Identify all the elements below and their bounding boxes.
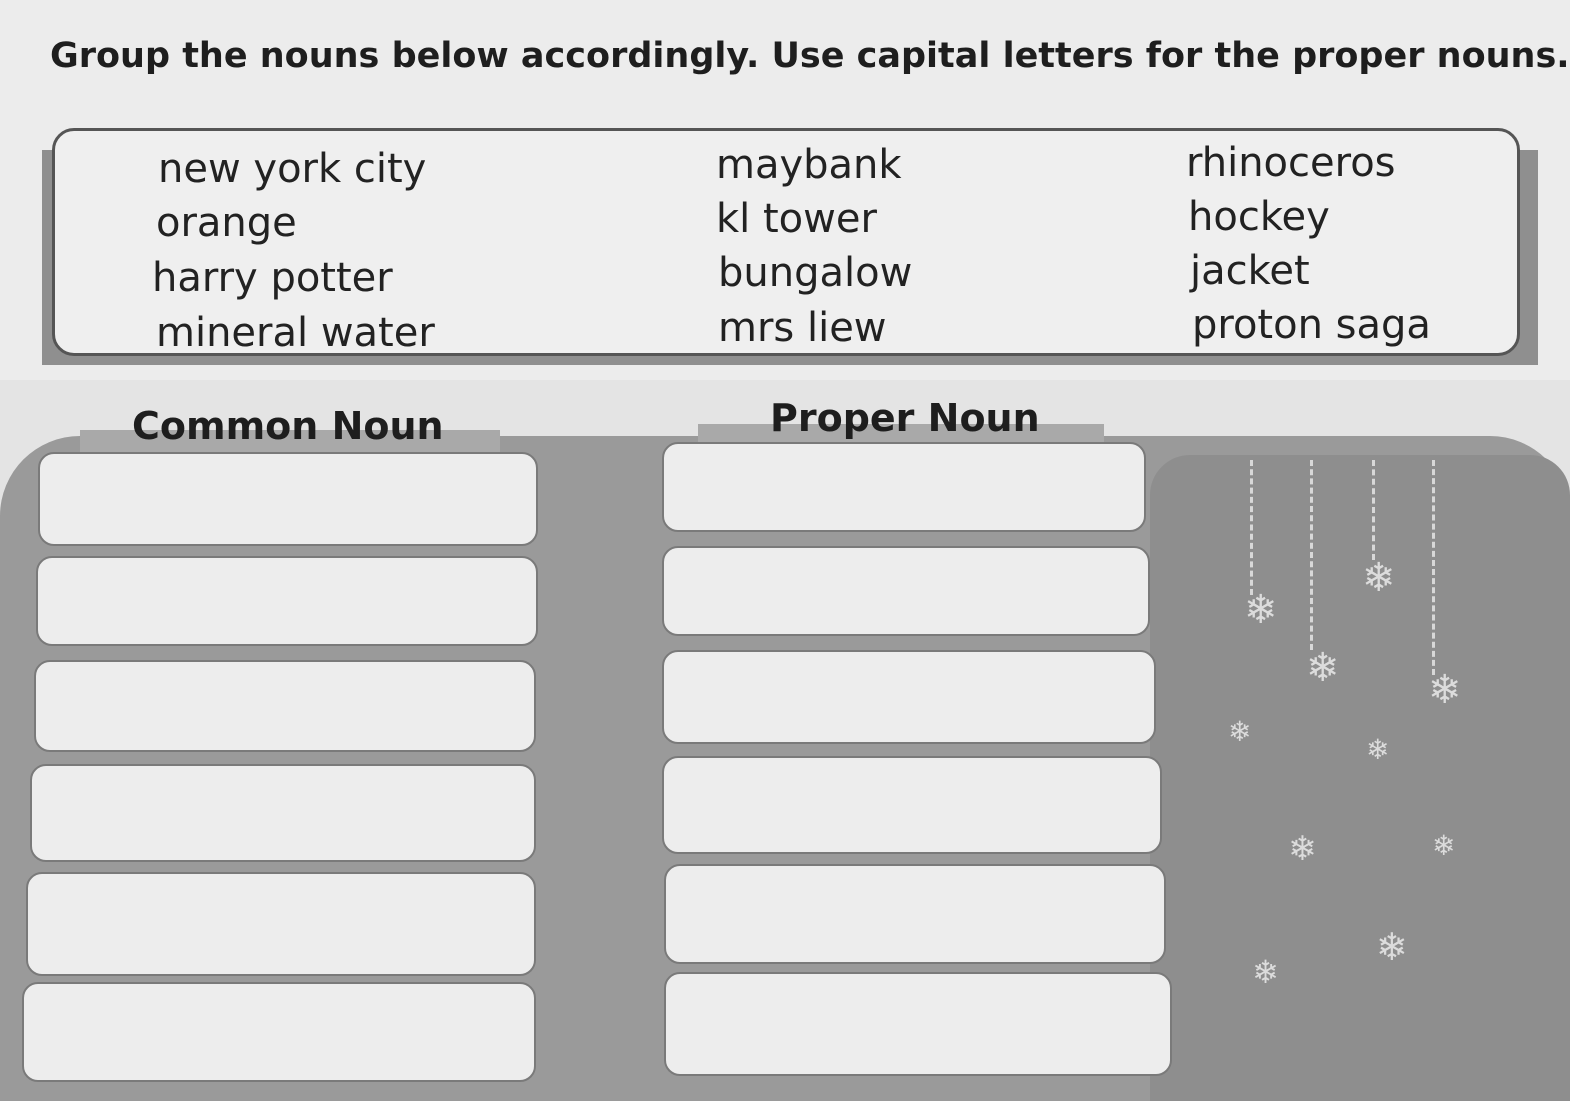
snowflake-icon: ❄ [1362,555,1396,601]
proper-noun-answer[interactable] [664,864,1166,964]
word-bank-item: hockey [1188,194,1330,240]
common-noun-answer[interactable] [34,660,536,752]
word-bank-item: mineral water [156,310,435,356]
snowflake-icon: ❄ [1428,667,1462,713]
snowflake-icon: ❄ [1252,953,1279,991]
common-noun-answer[interactable] [30,764,536,862]
word-bank-item: harry potter [152,255,393,301]
proper-noun-heading: Proper Noun [770,396,1040,440]
snowflake-icon: ❄ [1306,645,1340,691]
hanging-string [1310,460,1313,650]
common-noun-heading: Common Noun [132,404,444,448]
instruction-text: Group the nouns below accordingly. Use capital letters for the proper nouns. [50,36,1570,76]
word-bank-item: rhinoceros [1186,140,1396,186]
word-bank-item: maybank [716,142,902,188]
word-bank-item: bungalow [718,250,913,296]
word-bank-item: mrs liew [718,305,887,351]
common-noun-answer[interactable] [36,556,538,646]
word-bank-item: kl tower [716,196,877,242]
common-noun-answer[interactable] [26,872,536,976]
hanging-string [1372,460,1375,560]
proper-noun-answer[interactable] [662,546,1150,636]
snowflake-icon: ❄ [1432,829,1456,862]
proper-noun-answer[interactable] [662,650,1156,744]
snowflake-icon: ❄ [1244,587,1278,633]
common-noun-answer[interactable] [22,982,536,1082]
hanging-string [1250,460,1253,595]
snowflake-icon: ❄ [1366,733,1390,766]
snowflake-icon: ❄ [1288,829,1317,869]
word-bank-item: jacket [1190,248,1310,294]
proper-noun-answer[interactable] [662,756,1162,854]
common-noun-answer[interactable] [38,452,538,546]
decorative-panel [1150,455,1570,1101]
snowflake-icon: ❄ [1228,715,1252,748]
proper-noun-answer[interactable] [664,972,1172,1076]
proper-noun-answer[interactable] [662,442,1146,532]
word-bank-item: orange [156,200,297,246]
word-bank-item: proton saga [1192,302,1431,348]
hanging-string [1432,460,1435,675]
word-bank-item: new york city [158,146,427,192]
snowflake-icon: ❄ [1376,925,1408,969]
